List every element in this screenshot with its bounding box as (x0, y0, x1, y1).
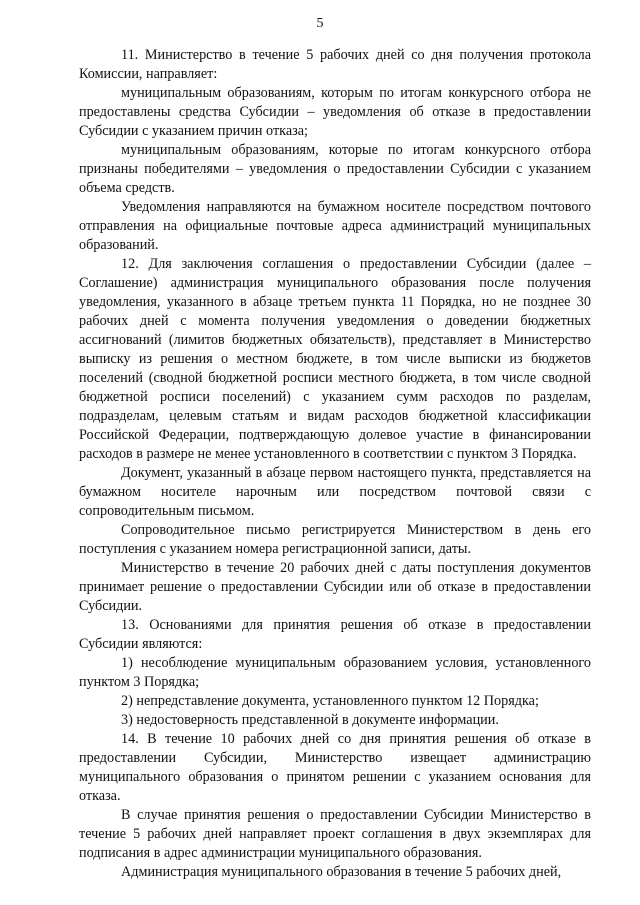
paragraph-12-decision: Министерство в течение 20 рабочих дней с даты поступления документов принимает решение о предоставлении Субсидии или об отказе в предоставлении Субсидии. (79, 560, 591, 614)
paragraph-13-item-2: 2) непредставление документа, установленного пунктом 12 Порядка; (121, 693, 539, 709)
paragraph-14: 14. В течение 10 рабочих дней со дня принятия решения об отказе в предоставлении Субсидии, Министерство извещает администрацию муниципального образования о принятом решении с указанием основания для отказа. (79, 731, 591, 804)
paragraph-11-winners: муниципальным образованиям, которые по итогам конкурсного отбора признаны победителями – уведомления о предоставлении Субсидии с указанием объема средств. (79, 142, 591, 196)
page-number: 5 (316, 16, 324, 31)
paragraph-11-refusal: муниципальным образованиям, которым по итогам конкурсного отбора не предоставлены средства Субсидии – уведомления об отказе в предоставлении Субсидии с указанием причин отказа; (79, 85, 591, 139)
paragraph-12-registration: Сопроводительное письмо регистрируется Министерством в день его поступления с указанием номера регистрационной записи, даты. (79, 522, 591, 557)
paragraph-14-agreement: В случае принятия решения о предоставлении Субсидии Министерство в течение 5 рабочих дней направляет проект соглашения в двух экземплярах для подписания в адрес администрации муниципального образования. (79, 807, 591, 861)
paragraph-11: 11. Министерство в течение 5 рабочих дней со дня получения протокола Комиссии, направляет: (79, 47, 591, 82)
paragraph-13: 13. Основаниями для принятия решения об отказе в предоставлении Субсидии являются: (79, 617, 591, 652)
document-body (79, 46, 591, 882)
paragraph-14-continued: Администрация муниципального образования в течение 5 рабочих дней, (121, 864, 562, 880)
paragraph-13-item-1: 1) несоблюдение муниципальным образованием условия, установленного пунктом 3 Порядка; (79, 655, 591, 690)
paragraph-12-document: Документ, указанный в абзаце первом настоящего пункта, представляется на бумажном носителе нарочным или посредством почтовой связи с сопроводительным письмом. (79, 465, 591, 519)
paragraph-11-delivery: Уведомления направляются на бумажном носителе посредством почтового отправления на официальные почтовые адреса администраций муниципальных образований. (79, 199, 591, 253)
paragraph-13-item-3: 3) недостоверность представленной в документе информации. (121, 712, 499, 728)
paragraph-12: 12. Для заключения соглашения о предоставлении Субсидии (далее – Соглашение) администрация муниципального образования после получения уведомления, указанного в абзаце третьем пункта 11 Порядка, но не позднее 30 рабочих дней с момента получения уведомления о доведении бюджетных ассигнований (лимитов бюджетных обязательств), представляет в Министерство выписку из решения о местном бюджете, в том числе выписки из бюджетов поселений (сводной бюджетной росписи местного бюджета, в том числе сводной бюджетной росписи поселений) с указанием сумм расходов по разделам, подразделам, целевым статьям и видам расходов бюджетной классификации Российской Федерации, подтверждающую долевое участие в финансировании расходов в размере не менее установленного в соответствии с пунктом 3 Порядка. (79, 256, 591, 462)
